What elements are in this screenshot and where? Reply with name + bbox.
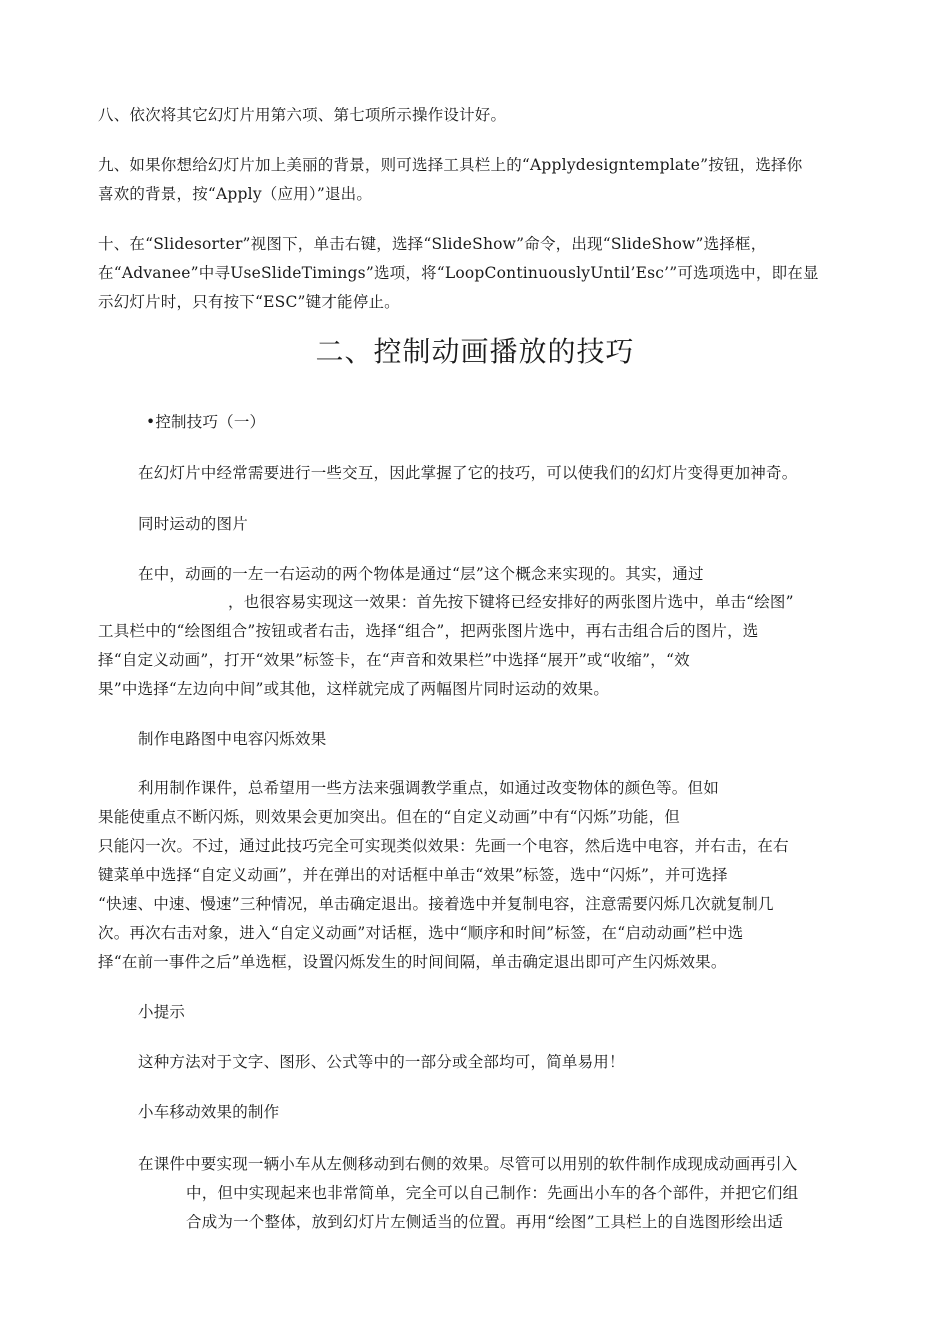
car-line-1: 在课件中要实现一辆小车从左侧移动到右侧的效果。尽管可以用别的软件制作成现成动画再引入 <box>138 1155 798 1173</box>
heading-capacitor-flash: 制作电路图中电容闪烁效果 <box>138 730 327 748</box>
cap-line-6: 次。再次右击对象，进入“自定义动画”对话框，选中“顺序和时间”标签，在“启动动画”栏中选 <box>98 924 744 942</box>
heading-tip: 小提示 <box>138 1003 186 1021</box>
paragraph-9-line-2: 喜欢的背景，按“Apply（应用）”退出。 <box>98 185 373 203</box>
sim-line-5: 果”中选择“左边向中间”或其他，这样就完成了两幅图片同时运动的效果。 <box>98 680 610 698</box>
paragraph-9-line-1: 九、如果你想给幻灯片加上美丽的背景，则可选择工具栏上的“Applydesigntemplate”按钮，选择你 <box>98 156 803 174</box>
cap-line-1: 利用制作课件，总希望用一些方法来强调教学重点，如通过改变物体的颜色等。但如 <box>138 779 719 797</box>
sim-line-2: ，也很容易实现这一效果：首先按下键将已经安排好的两张图片选中，单击“绘图” <box>228 593 794 611</box>
paragraph-10-line-2: 在“Advanee”中寻UseSlideTimings”选项，将“LoopContinuouslyUntil’Esc’”可选项选中，即在显 <box>98 264 819 282</box>
paragraph-10 <box>98 230 819 317</box>
cap-line-7: 择“在前一事件之后”单选框，设置闪烁发生的时间间隔，单击确定退出即可产生闪烁效果。 <box>98 953 727 971</box>
sim-line-4: 择“自定义动画”，打开“效果”标签卡，在“声音和效果栏”中选择“展开”或“收缩”，“效 <box>98 651 690 669</box>
car-line-3: 合成为一个整体，放到幻灯片左侧适当的位置。再用“绘图”工具栏上的自选图形绘出适 <box>186 1213 784 1231</box>
section-title: 二、控制动画播放的技巧 <box>315 335 635 368</box>
car-line-2: 中，但中实现起来也非常简单，完全可以自己制作：先画出小车的各个部件，并把它们组 <box>186 1184 799 1202</box>
paragraph-8: 八、依次将其它幻灯片用第六项、第七项所示操作设计好。 <box>98 106 507 124</box>
car-paragraph-rest <box>186 1179 798 1237</box>
cap-paragraph-rest <box>98 803 789 977</box>
cap-line-2: 果能使重点不断闪烁，则效果会更加突出。但在的“自定义动画”中有“闪烁”功能，但 <box>98 808 680 826</box>
paragraph-9 <box>98 151 802 209</box>
sim-paragraph-rest <box>98 617 759 704</box>
cap-line-4: 键菜单中选择“自定义动画”，并在弹出的对话框中单击“效果”标签，选中“闪烁”，并可选择 <box>98 866 728 884</box>
sim-line-3: 工具栏中的“绘图组合”按钮或者右击，选择“组合”，把两张图片选中，再右击组合后的图片，选 <box>98 622 759 640</box>
heading-simultaneous-pictures: 同时运动的图片 <box>138 515 248 533</box>
paragraph-10-line-3: 示幻灯片时，只有按下“ESC”键才能停止。 <box>98 293 400 311</box>
intro-paragraph: 在幻灯片中经常需要进行一些交互，因此掌握了它的技巧，可以使我们的幻灯片变得更加神奇。 <box>138 464 798 482</box>
sim-line-1: 在中，动画的一左一右运动的两个物体是通过“层”这个概念来实现的。其实，通过 <box>138 565 704 583</box>
heading-car-movement: 小车移动效果的制作 <box>138 1103 280 1121</box>
bullet-heading: •控制技巧（一） <box>146 413 266 431</box>
paragraph-10-line-1: 十、在“Slidesorter”视图下，单击右键，选择“SlideShow”命令，出现“SlideShow”选择框， <box>98 235 767 253</box>
cap-line-3: 只能闪一次。不过，通过此技巧完全可实现类似效果：先画一个电容，然后选中电容，并右击，在右 <box>98 837 789 855</box>
tip-paragraph: 这种方法对于文字、图形、公式等中的一部分或全部均可，简单易用！ <box>138 1053 625 1071</box>
cap-line-5: “快速、中速、慢速”三种情况，单击确定退出。接着选中并复制电容，注意需要闪烁几次就复制几 <box>98 895 774 913</box>
